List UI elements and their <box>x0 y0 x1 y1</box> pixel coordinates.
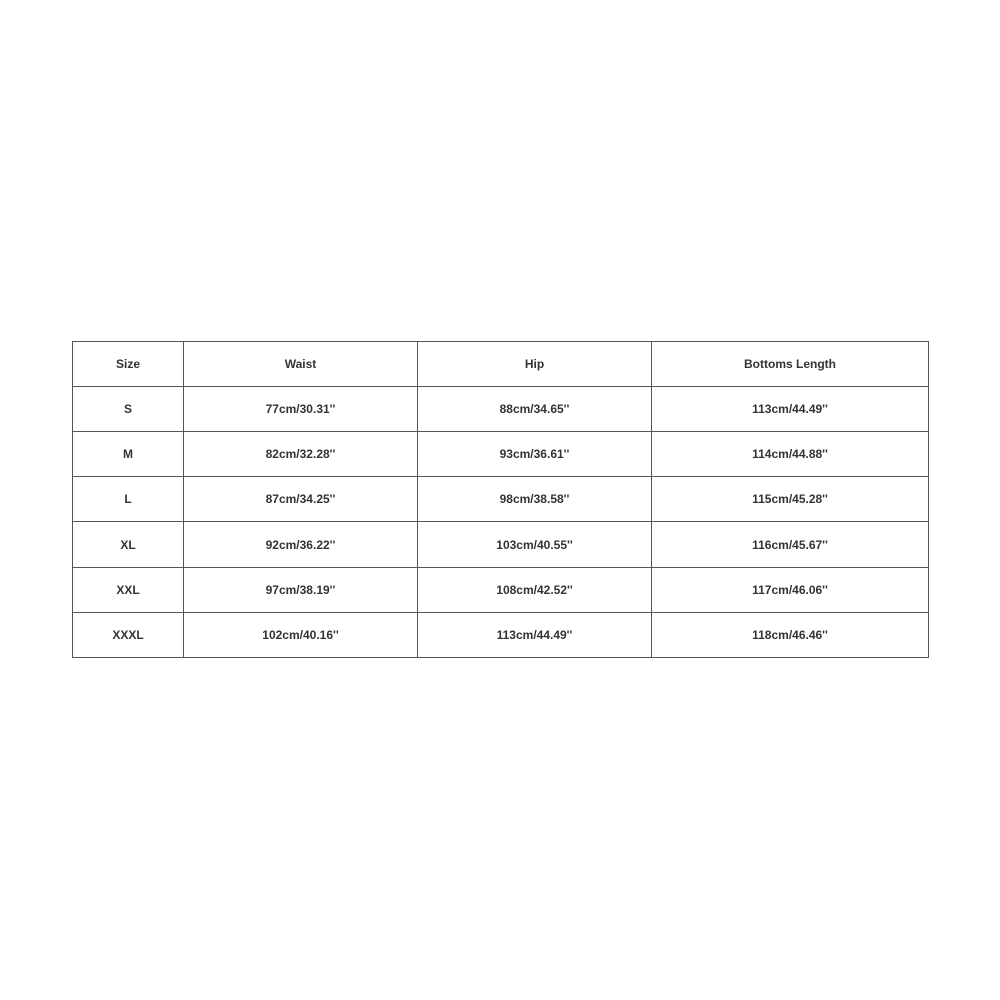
size-chart-table <box>72 341 929 658</box>
table-row <box>73 432 929 477</box>
cell-hip: 93cm/36.61'' <box>418 432 652 477</box>
table-row <box>73 612 929 657</box>
header-size: Size <box>73 342 184 387</box>
header-waist: Waist <box>184 342 418 387</box>
cell-waist: 87cm/34.25'' <box>184 477 418 522</box>
table-row <box>73 522 929 567</box>
cell-hip: 113cm/44.49'' <box>418 612 652 657</box>
cell-hip: 88cm/34.65'' <box>418 387 652 432</box>
cell-bottoms-length: 113cm/44.49'' <box>652 387 929 432</box>
cell-waist: 97cm/38.19'' <box>184 567 418 612</box>
cell-waist: 77cm/30.31'' <box>184 387 418 432</box>
cell-size: M <box>73 432 184 477</box>
cell-hip: 108cm/42.52'' <box>418 567 652 612</box>
table-row <box>73 567 929 612</box>
cell-hip: 103cm/40.55'' <box>418 522 652 567</box>
cell-waist: 92cm/36.22'' <box>184 522 418 567</box>
cell-bottoms-length: 116cm/45.67'' <box>652 522 929 567</box>
header-bottoms-length: Bottoms Length <box>652 342 929 387</box>
cell-size: XXL <box>73 567 184 612</box>
cell-waist: 102cm/40.16'' <box>184 612 418 657</box>
table-header-row <box>73 342 929 387</box>
cell-bottoms-length: 115cm/45.28'' <box>652 477 929 522</box>
cell-size: XL <box>73 522 184 567</box>
cell-size: XXXL <box>73 612 184 657</box>
cell-size: S <box>73 387 184 432</box>
table-row <box>73 477 929 522</box>
header-hip: Hip <box>418 342 652 387</box>
cell-waist: 82cm/32.28'' <box>184 432 418 477</box>
cell-bottoms-length: 114cm/44.88'' <box>652 432 929 477</box>
table-row <box>73 387 929 432</box>
cell-bottoms-length: 118cm/46.46'' <box>652 612 929 657</box>
cell-size: L <box>73 477 184 522</box>
cell-hip: 98cm/38.58'' <box>418 477 652 522</box>
cell-bottoms-length: 117cm/46.06'' <box>652 567 929 612</box>
